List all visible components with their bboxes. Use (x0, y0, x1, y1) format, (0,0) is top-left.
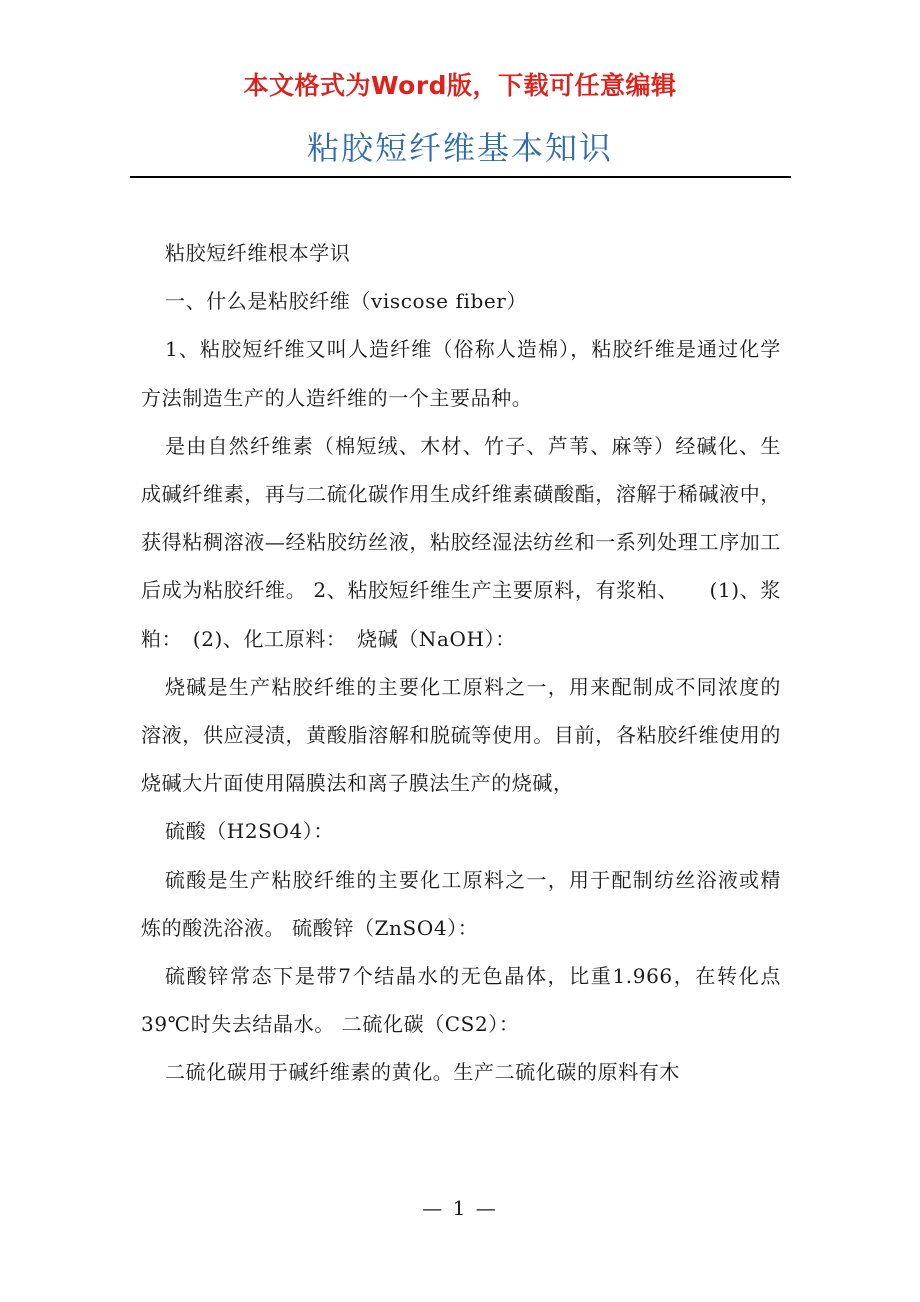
paragraph: 硫酸（H2SO4）： (165, 819, 334, 844)
format-banner: 本文格式为Word版，下载可任意编辑 (243, 71, 677, 100)
paragraph: 硫酸是生产粘胶纤维的主要化工原料之一，用于配制纺丝浴液或精炼的酸洗浴液。 硫酸锌（ZnSO4）： (141, 867, 781, 940)
document-title: 粘胶短纤维基本知识 (306, 129, 613, 167)
page-number: — 1 — (422, 1196, 498, 1220)
document-body (141, 229, 781, 1097)
paragraph: 烧碱是生产粘胶纤维的主要化工原料之一，用来配制成不同浓度的溶液，供应浸渍，黄酸脂溶解和脱硫等使用。目前，各粘胶纤维使用的烧碱大片面使用隔膜法和离子膜法生产的烧碱， (141, 674, 781, 796)
paragraph: 是由自然纤维素（棉短绒、木材、竹子、芦苇、麻等）经碱化、生成碱纤维素，再与二硫化碳作用生成纤维素磺酸酯，溶解于稀碱液中，获得粘稠溶液—经粘胶纺丝液，粘胶经湿法纺丝和一系列处理工序加工后成为粘胶纤维。 2、粘胶短纤维生产主要原料，有浆粕、 (1)、浆粕： (2)、化工原料： 烧碱（NaOH）： (141, 433, 781, 651)
paragraph: 硫酸锌常态下是带7个结晶水的无色晶体，比重1.966，在转化点39℃时失去结晶水。 二硫化碳（CS2）： (141, 964, 781, 1037)
paragraph: 粘胶短纤维根本学识 (165, 241, 351, 265)
title-divider (130, 176, 791, 178)
paragraph: 二硫化碳用于碱纤维素的黄化。生产二硫化碳的原料有木 (165, 1060, 680, 1085)
paragraph: 一、什么是粘胶纤维（viscose fiber） (165, 289, 528, 314)
paragraph: 1、粘胶短纤维又叫人造纤维（俗称人造棉），粘胶纤维是通过化学方法制造生产的人造纤维的一个主要品种。 (141, 337, 781, 410)
